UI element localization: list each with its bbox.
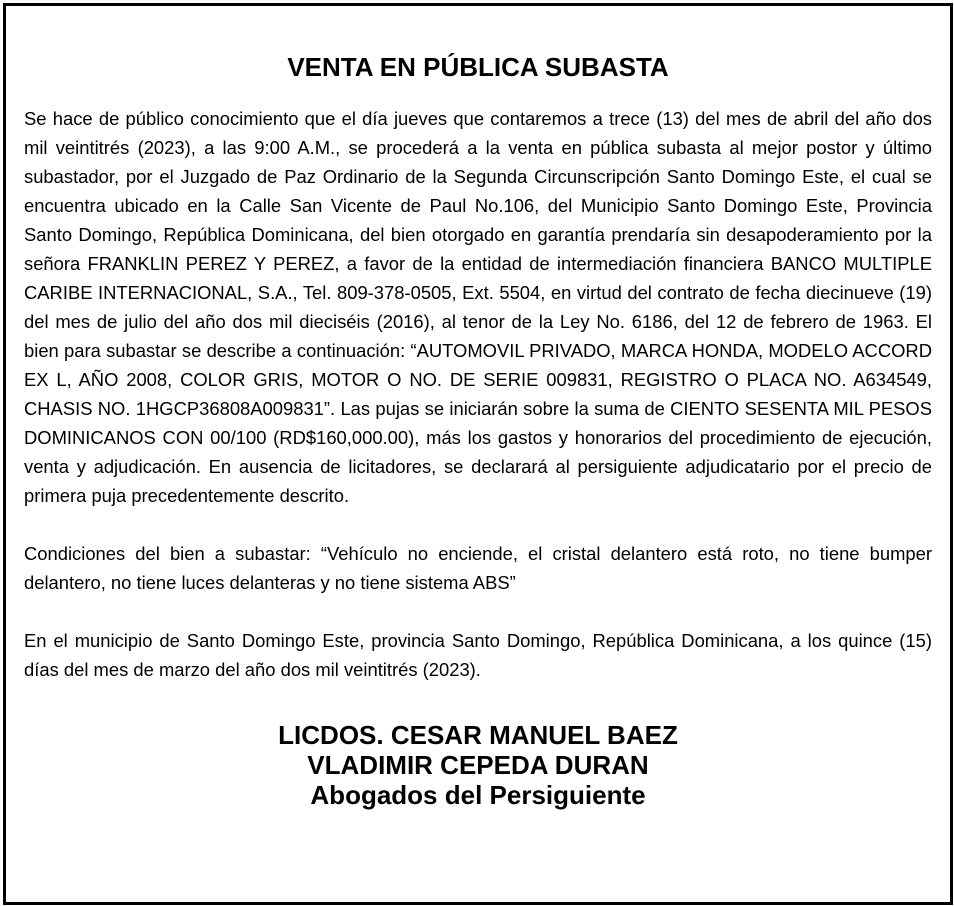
notice-title: VENTA EN PÚBLICA SUBASTA: [287, 52, 669, 82]
notice-frame: [3, 3, 953, 905]
date-place-paragraph: En el municipio de Santo Domingo Este, provincia Santo Domingo, República Dominicana, a los quince (15) días del mes de marzo del año dos mil veintitrés (2023).: [24, 630, 932, 680]
auction-details-paragraph: Se hace de público conocimiento que el día jueves que contaremos a trece (13) del mes de abril del año dos mil veintitrés (2023), a las 9:00 A.M., se procederá a la venta en pública subasta al mejor postor y último subastador, por el Juzgado de Paz Ordinario de la Segunda Circunscripción Santo Domingo Este, el cual se encuentra ubicado en la Calle San Vicente de Paul No.106, del Municipio Santo Domingo Este, Provincia Santo Domingo, República Dominicana, del bien otorgado en garantía prendaría sin desapoderamiento por la señora FRANKLIN PEREZ Y PEREZ, a favor de la entidad de intermediación financiera BANCO MULTIPLE CARIBE INTERNACIONAL, S.A., Tel. 809-378-0505, Ext. 5504, en virtud del contrato de fecha diecinueve (19) del mes de julio del año dos mil dieciséis (2016), al tenor de la Ley No. 6186, del 12 de febrero de 1963. El bien para subastar se describe a continuación: “AUTOMOVIL PRIVADO, MARCA HONDA, MODELO ACCORD EX L, AÑO 2008, COLOR GRIS, MOTOR O NO. DE SERIE 009831, REGISTRO O PLACA NO. A634549, CHASIS NO. 1HGCP36808A009831”. Las pujas se iniciarán sobre la suma de CIENTO SESENTA MIL PESOS DOMINICANOS CON 00/100 (RD$160,000.00), más los gastos y honorarios del procedimiento de ejecución, venta y adjudicación. En ausencia de licitadores, se declarará al persiguiente adjudicatario por el precio de primera puja precedentemente descrito.: [24, 108, 932, 506]
signature-line-lawyer-2: VLADIMIR CEPEDA DURAN: [307, 750, 649, 780]
notice-content: [24, 6, 932, 902]
signature-block: [24, 720, 932, 810]
asset-conditions-paragraph: Condiciones del bien a subastar: “Vehículo no enciende, el cristal delantero está roto, no tiene bumper delantero, no tiene luces delanteras y no tiene sistema ABS”: [24, 543, 932, 593]
signature-line-lawyer-1: LICDOS. CESAR MANUEL BAEZ: [278, 720, 678, 750]
signature-line-role: Abogados del Persiguiente: [310, 780, 646, 810]
